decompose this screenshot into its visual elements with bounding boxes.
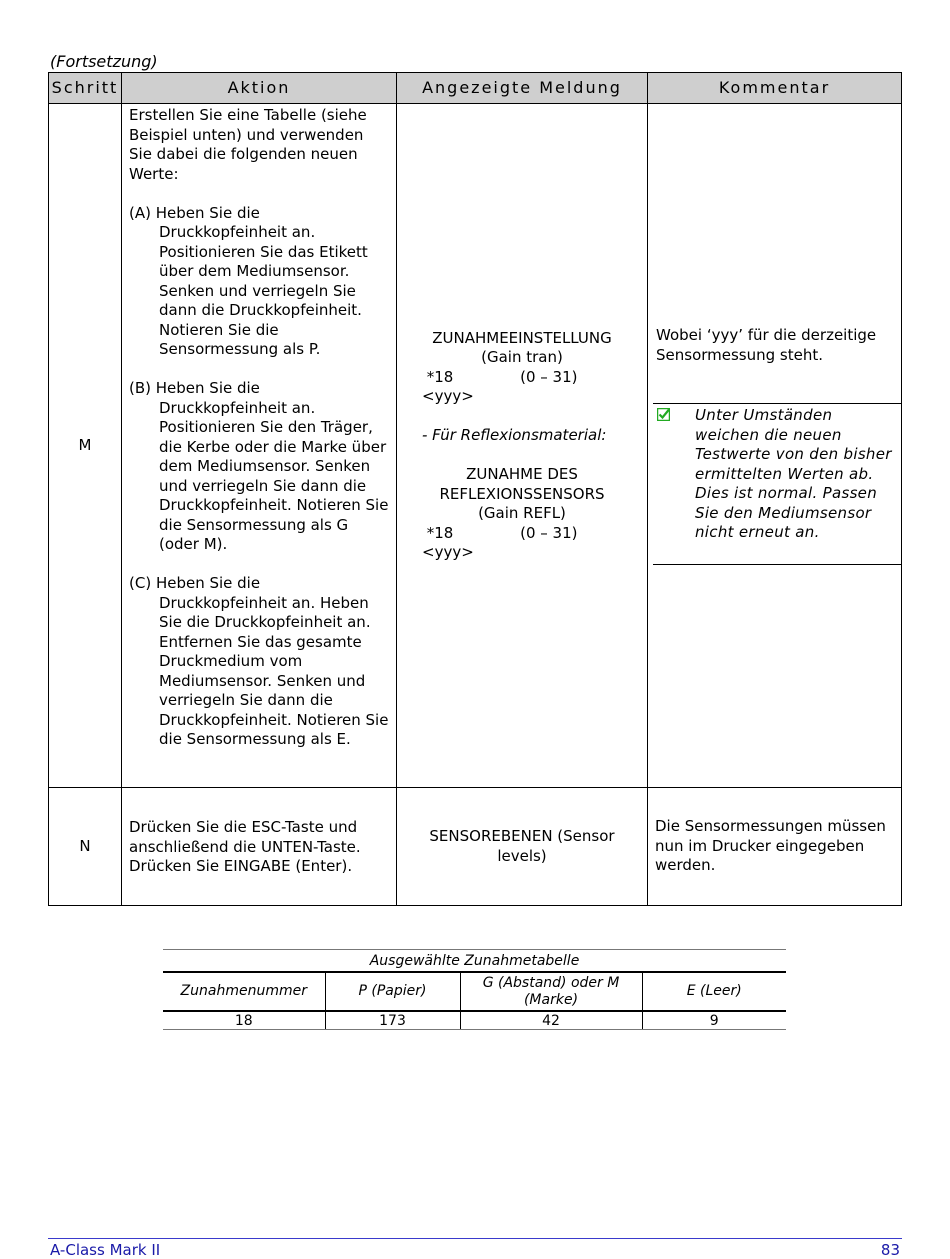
header-schritt: Schritt (49, 73, 122, 104)
page-number: 83 (880, 1241, 900, 1259)
gain-header-g: G (Abstand) oder M (Marke) (460, 972, 642, 1011)
step-n: N (49, 788, 122, 906)
message-value-refl: *18 (0 – 31) (422, 523, 578, 542)
message-value-tran: *18 (0 – 31) (422, 367, 578, 386)
comment-m (648, 104, 902, 788)
gain-cell-e: 9 (642, 1011, 786, 1030)
action-step-a: (A) Heben Sie die Druckkopfeinheit an. Positionieren Sie das Etikett über dem Mediumsensor. Senken und verriegeln Sie dann die Druckkopfeinheit. Notieren Sie die Sensormessung als P. (129, 203, 368, 358)
message-n: SENSOREBENEN (Sensor levels) (397, 788, 648, 906)
continuation-label: (Fortsetzung) (50, 52, 158, 71)
table-row (49, 788, 902, 906)
header-meldung: Angezeigte Meldung (397, 73, 648, 104)
action-step-b: (B) Heben Sie die Druckkopfeinheit an. Positionieren Sie den Träger, die Kerbe oder die Marke über dem Mediumsensor. Senken und verriegeln Sie dann die Druckkopfeinheit. Notieren Sie die Sensormessung als G (oder M). (129, 379, 389, 553)
header-kommentar: Kommentar (648, 73, 902, 104)
step-m: M (49, 104, 122, 788)
message-m (397, 104, 648, 788)
action-n: Drücken Sie die ESC-Taste und anschließend die UNTEN-Taste. Drücken Sie EINGABE (Enter). (122, 788, 397, 906)
gain-cell-g: 42 (460, 1011, 642, 1030)
gain-header-p: P (Papier) (325, 972, 460, 1011)
table-header-row (49, 73, 902, 104)
footer-title: A-Class Mark II (50, 1241, 161, 1259)
checkbox-note-icon (657, 408, 670, 421)
footer-divider (48, 1238, 902, 1239)
table-row (163, 1011, 786, 1030)
gain-table-header-row (163, 972, 786, 1011)
gain-cell-number: 18 (163, 1011, 325, 1030)
gain-header-number: Zunahmenummer (163, 972, 325, 1011)
gain-table (163, 949, 786, 1030)
gain-header-e: E (Leer) (642, 972, 786, 1011)
comment-n: Die Sensormessungen müssen nun im Drucker eingegeben werden. (648, 788, 902, 906)
procedure-table (48, 72, 902, 906)
message-gain-tran: ZUNAHMEEINSTELLUNG (Gain tran) (432, 328, 612, 366)
action-m (122, 104, 397, 788)
note-text: Unter Umständen weichen die neuen Testwerte von den bisher ermittelten Werten ab. Dies ist normal. Passen Sie den Mediumsensor nicht erneut an. (695, 406, 892, 541)
message-placeholder-tran: <yyy> (422, 387, 474, 405)
message-gain-refl: ZUNAHME DES REFLEXIONSSENSORS (Gain REFL) (439, 465, 605, 522)
header-aktion: Aktion (122, 73, 397, 104)
gain-cell-p: 173 (325, 1011, 460, 1030)
note-box (653, 404, 901, 565)
message-reflex-label: - Für Reflexionsmaterial: (422, 426, 607, 444)
comment-yyy: Wobei ‘yyy’ für die derzeitige Sensormessung steht. (656, 326, 877, 364)
message-placeholder-refl: <yyy> (422, 543, 474, 561)
action-step-c: (C) Heben Sie die Druckkopfeinheit an. Heben Sie die Druckkopfeinheit an. Entfernen Sie das gesamte Druckmedium vom Mediumsensor. Senken und verriegeln Sie dann die Druckkopfeinheit. Notieren Sie die Sensormessung als E. (129, 574, 389, 748)
action-intro: Erstellen Sie eine Tabelle (siehe Beispiel unten) und verwenden Sie dabei die folgenden neuen Werte: (129, 106, 367, 183)
table-row (49, 104, 902, 788)
gain-table-caption: Ausgewählte Zunahmetabelle (163, 950, 786, 973)
